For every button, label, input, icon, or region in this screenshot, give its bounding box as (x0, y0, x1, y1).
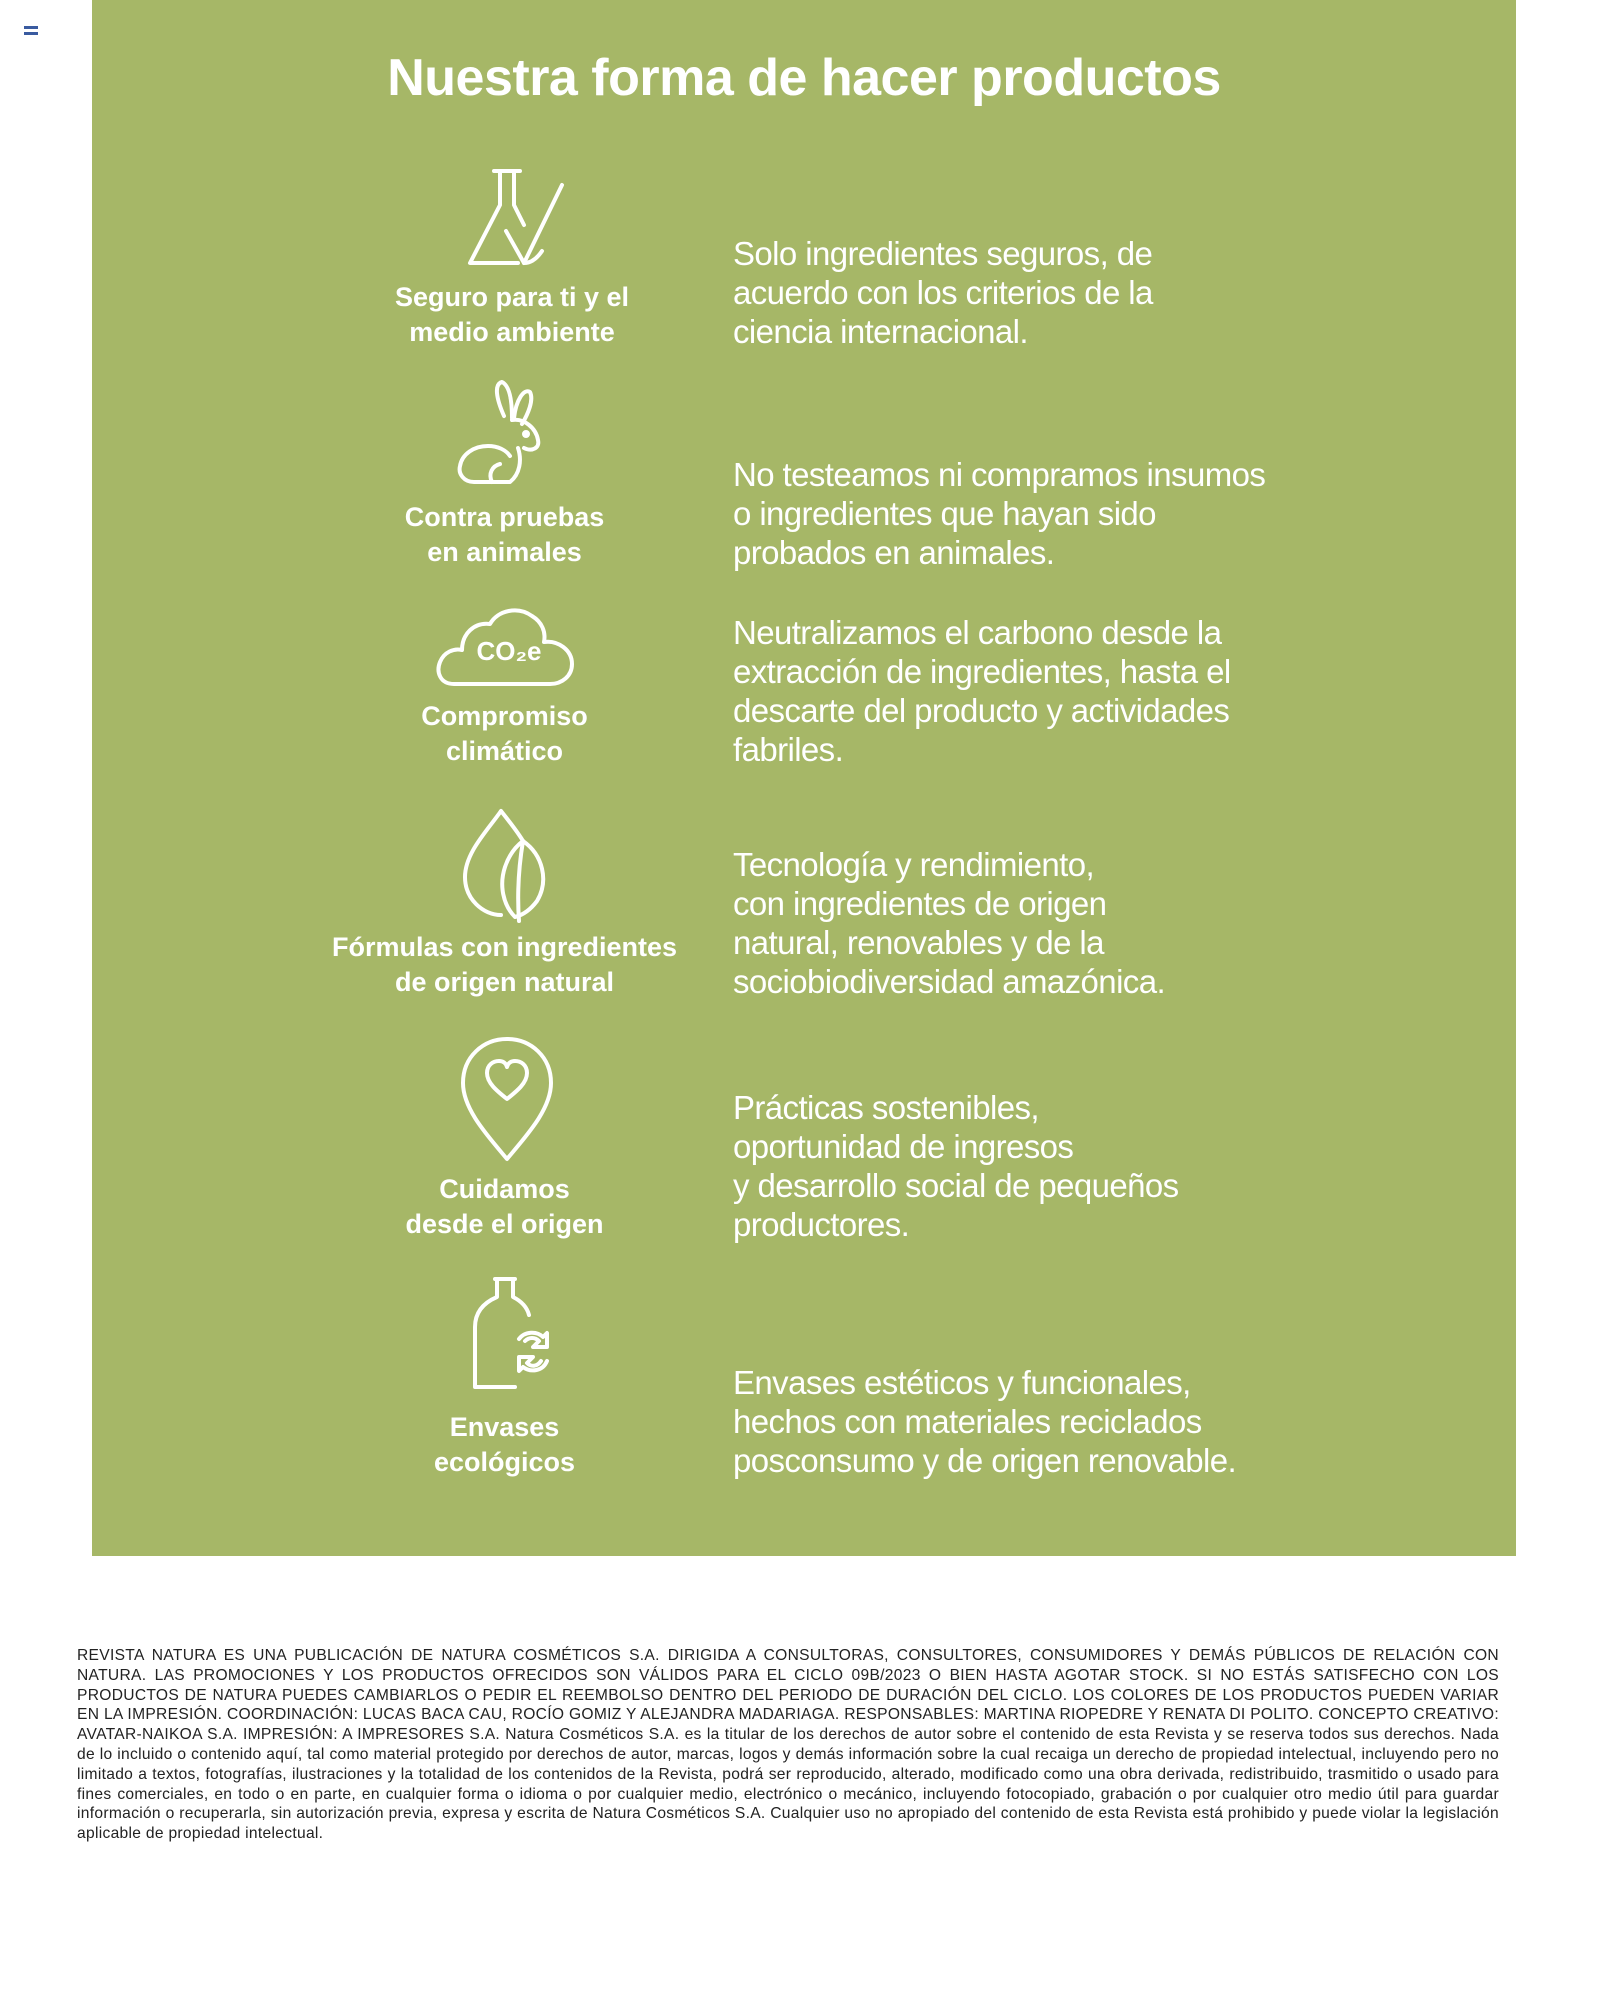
item-description-animals: No testeamos ni compramos insumos o ingredientes que hayan sido probados en animales. (733, 456, 1266, 571)
item-label-safe: Seguro para ti y el medio ambiente (394, 282, 630, 347)
item-label-formulas: Fórmulas con ingredientes de origen natural (331, 932, 678, 997)
item-label-climate: Compromiso climático (421, 701, 588, 766)
flag-icon (24, 26, 38, 35)
rabbit-icon (452, 378, 562, 490)
item-label-animals: Contra pruebas en animales (404, 502, 605, 567)
item-label-packaging: Envases ecológicos (433, 1412, 576, 1477)
page-title: Nuestra forma de hacer productos (387, 49, 1221, 107)
co2e-text: CO₂e (476, 636, 542, 666)
item-label-origin: Cuidamos desde el origen (405, 1174, 604, 1239)
products-panel (92, 0, 1516, 1556)
item-description-origin: Prácticas sostenibles, oportunidad de ingresos y desarrollo social de pequeños productores. (733, 1089, 1179, 1243)
legal-disclaimer: REVISTA NATURA ES UNA PUBLICACIÓN DE NATURA COSMÉTICOS S.A. DIRIGIDA A CONSULTORAS, CONSULTORES, CONSUMIDORES Y DEMÁS PÚBLICOS DE RELACIÓN CON NATURA. LAS PROMOCIONES Y LOS PRODUCTOS OFRECIDOS SON VÁLIDOS PARA EL CICLO 09B/2023 O BIEN HASTA AGOTAR STOCK. SI NO ESTÁS SATISFECHO CON LOS PRODUCTOS DE NATURA PUEDES CAMBIARLOS O PEDIR EL REEMBOLSO DENTRO DEL PERIODO DE DURACIÓN DEL CICLO. LOS COLORES DE LOS PRODUCTOS PUEDEN VARIAR EN LA IMPRESIÓN. COORDINACIÓN: LUCAS BACA CAU, ROCÍO GOMIZ Y ALEJANDRA MADARIAGA. RESPONSABLES: MARTINA RIOPEDRE Y RENATA DI POLITO. CONCEPTO CREATIVO: AVATAR-NAIKOA S.A. IMPRESIÓN: A IMPRESORES S.A. Natura Cosméticos S.A. es la titular de los derechos de autor sobre el contenido de esta Revista y se reserva todos sus derechos. Nada de lo incluido o contenido aquí, tal como material protegido por derechos de autor, marcas, logos y demás información sobre la cual recaiga un derecho de propiedad intelectual, incluyendo pero no limitado a textos, fotografías, ilustraciones y la totalidad de los contenidos de la Revista, podrá ser reproducido, alterado, modificado como una obra derivada, redistribuido, trasmitido o usado para fines comerciales, en todo o en parte, en cualquier forma o idioma o por cualquier medio, electrónico o mecánico, incluyendo fotocopiado, grabación o por cualquier otro medio útil para guardar información o recuperarla, sin autorización previa, expresa y escrita de Natura Cosméticos S.A. Cualquier uso no apropiado del contenido de esta Revista está prohibido y puede violar la legislación aplicable de propiedad intelectual. (77, 1647, 1499, 1843)
item-description-formulas: Tecnología y rendimiento, con ingredientes de origen natural, renovables y de la sociobiodiversidad amazónica. (733, 846, 1166, 1000)
flask-check-icon (462, 165, 572, 270)
heart-pin-icon (457, 1035, 557, 1165)
item-description-packaging: Envases estéticos y funcionales, hechos con materiales reciclados posconsumo y de origen renovable. (733, 1364, 1237, 1479)
drop-leaf-icon (457, 805, 557, 923)
item-description-safe: Solo ingredientes seguros, de acuerdo con los criterios de la ciencia internacional. (733, 235, 1153, 350)
item-description-climate: Neutralizamos el carbono desde la extracción de ingredientes, hasta el descarte del producto y actividades fabriles. (733, 614, 1231, 768)
recycled-bottle-icon (467, 1275, 557, 1395)
